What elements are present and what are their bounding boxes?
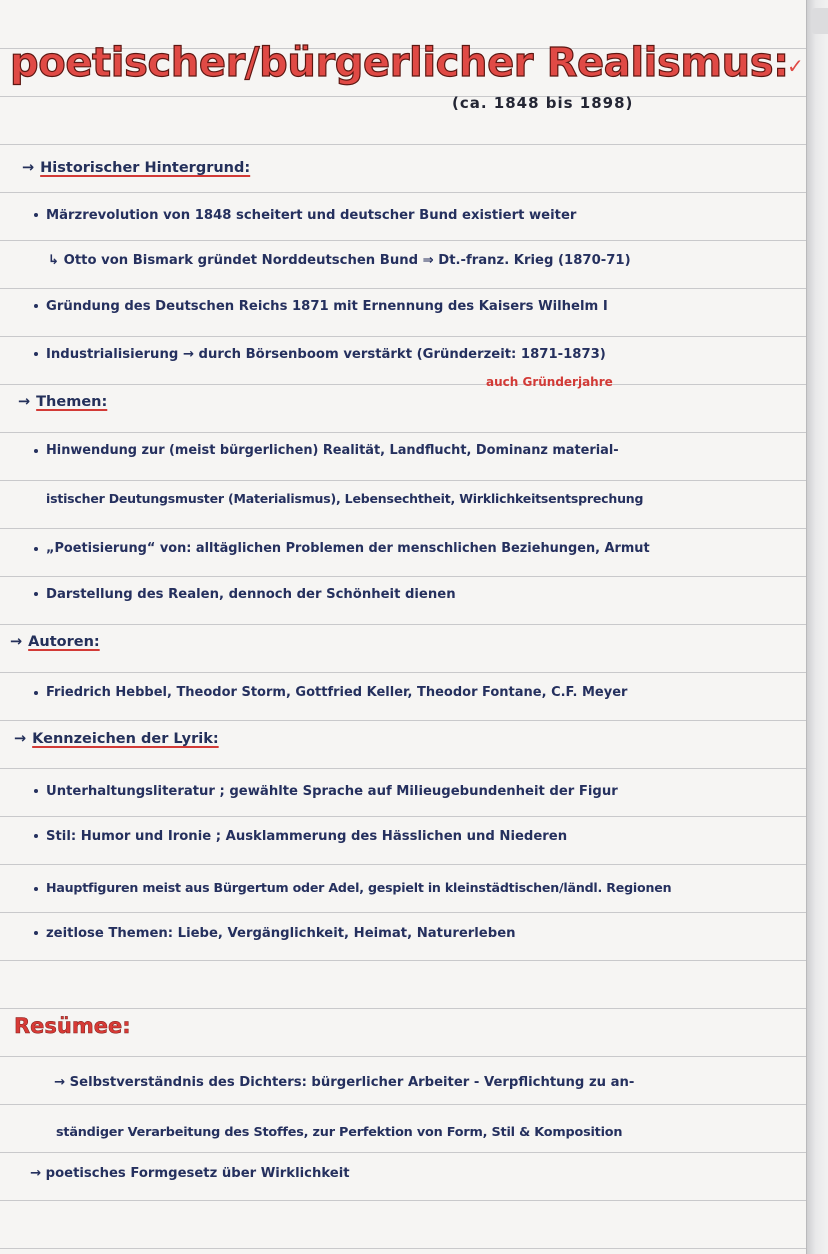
- arrow-icon: →: [10, 634, 23, 650]
- page-edge: [806, 0, 828, 1254]
- list-item: Gründung des Deutschen Reichs 1871 mit Ernennung des Kaisers Wilhelm I: [34, 299, 608, 314]
- bullet-icon: [34, 931, 38, 935]
- arrow-icon: →: [14, 731, 27, 747]
- list-item: ↳ Otto von Bismark gründet Norddeutschen Bund ⇒ Dt.-franz. Krieg (1870-71): [48, 253, 631, 268]
- bullet-icon: [34, 304, 38, 308]
- list-item: Stil: Humor und Ironie ; Ausklammerung des Hässlichen und Niederen: [34, 829, 567, 844]
- bullet-icon: [34, 352, 38, 356]
- page-title: poetischer/bürgerlicher Realismus:: [10, 40, 789, 86]
- bullet-icon: [34, 449, 38, 453]
- epoch-dates: (ca. 1848 bis 1898): [452, 94, 634, 112]
- arrow-icon: →: [22, 160, 35, 176]
- heading-lyrik: → Kennzeichen der Lyrik:: [14, 731, 219, 747]
- check-mark-icon: ✓: [787, 54, 804, 78]
- list-item: „Poetisierung“ von: alltäglichen Problemen der menschlichen Beziehungen, Armut: [34, 541, 650, 556]
- list-item: istischer Deutungsmuster (Materialismus), Lebensechtheit, Wirklichkeitsentsprechung: [46, 491, 644, 506]
- heading-autoren: → Autoren:: [10, 634, 100, 650]
- list-item: Hinwendung zur (meist bürgerlichen) Realität, Landflucht, Dominanz material-: [34, 443, 619, 458]
- bullet-icon: [34, 213, 38, 217]
- bullet-icon: [34, 789, 38, 793]
- bullet-icon: [34, 547, 38, 551]
- page-tab: [812, 8, 828, 34]
- bullet-icon: [34, 834, 38, 838]
- heading-themen: → Themen:: [18, 394, 108, 410]
- resumee-line: ständiger Verarbeitung des Stoffes, zur Perfektion von Form, Stil & Komposition: [56, 1125, 623, 1140]
- bullet-icon: [34, 592, 38, 596]
- resumee-heading: Resümee:: [14, 1014, 131, 1038]
- list-item: zeitlose Themen: Liebe, Vergänglichkeit, Heimat, Naturerleben: [34, 926, 516, 941]
- list-item: Hauptfiguren meist aus Bürgertum oder Adel, gespielt in kleinstädtischen/ländl. Regionen: [34, 880, 671, 895]
- list-item: Märzrevolution von 1848 scheitert und deutscher Bund existiert weiter: [34, 208, 576, 223]
- resumee-line: → poetisches Formgesetz über Wirklichkeit: [30, 1166, 350, 1181]
- list-item: Darstellung des Realen, dennoch der Schönheit dienen: [34, 587, 456, 602]
- heading-hintergrund: → Historischer Hintergrund:: [22, 160, 251, 176]
- list-item: Industrialisierung → durch Börsenboom verstärkt (Gründerzeit: 1871-1873): [34, 347, 606, 362]
- bullet-icon: [34, 691, 38, 695]
- arrow-icon: →: [18, 394, 31, 410]
- list-item: Friedrich Hebbel, Theodor Storm, Gottfried Keller, Theodor Fontane, C.F. Meyer: [34, 685, 627, 700]
- list-item: Unterhaltungsliteratur ; gewählte Sprache auf Milieugebundenheit der Figur: [34, 784, 618, 799]
- bullet-icon: [34, 887, 38, 891]
- resumee-line: → Selbstverständnis des Dichters: bürgerlicher Arbeiter - Verpflichtung zu an-: [54, 1075, 635, 1090]
- margin-note: auch Gründerjahre: [486, 375, 613, 389]
